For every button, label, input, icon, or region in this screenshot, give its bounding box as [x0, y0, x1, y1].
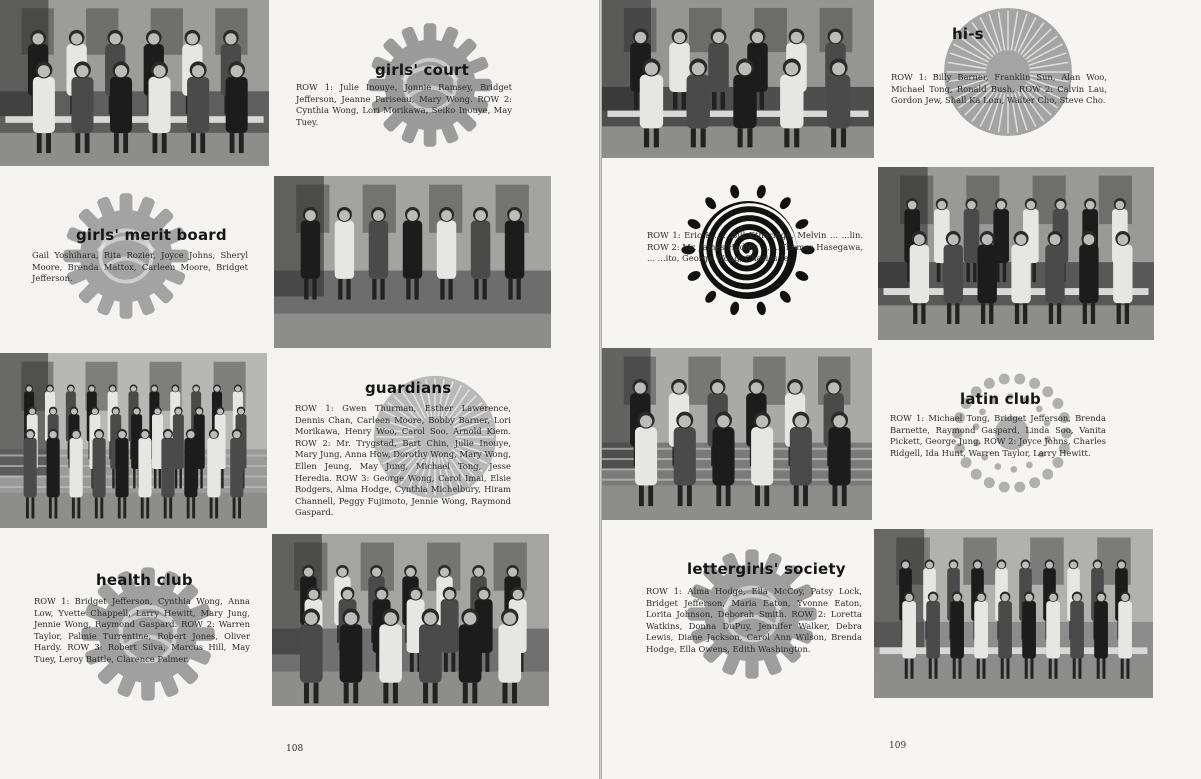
girls-court-photo: [0, 0, 269, 166]
section-caption: ROW 1: Michael Tong, Bridget Jefferson, Brenda Barnette, Raymond Gaspard, Linda Soo, Vanita Pickett, George Jung. ROW 2: Joyce Johns, Charles Ridgell, Ida Hunt, Warren Taylor, Larry Hewitt.: [890, 413, 1106, 458]
section-title: girls' merit board: [76, 226, 227, 244]
section-title: latin club: [960, 390, 1041, 408]
emblem-petal: [794, 217, 810, 231]
lettergirls-society-photo: [874, 529, 1153, 698]
section-caption: Gail Yoshihara, Rita Rozier, Joyce Johns, Sheryl Moore, Brenda Mattox, Carleen Moore, Bridget Jefferson.: [32, 250, 248, 284]
emblem-petal: [778, 195, 793, 211]
section-title: guardians: [365, 379, 452, 397]
health-club-photo-image: [272, 534, 549, 706]
page-number: 108: [286, 744, 304, 754]
emblem-petal: [703, 289, 718, 305]
hi-s-photo-image: [602, 0, 874, 158]
emblem-petal: [756, 184, 768, 199]
section-caption: ROW 1: Bridget Jefferson, Cynthia Wong, Anna Low, Yvette Chappell, Larry Hewitt, Mary Jung, Jennie Wong, Raymond Gaspard. ROW 2: Warren Taylor, Palmie Turrentine, Robert Jones, Oliver Hardy. ROW 3: Robert Silva, Marcus Hill, May Tuey, Leroy Battle, Clarence Palmer.: [34, 596, 250, 664]
latin-club-photo-image: [602, 348, 872, 520]
left-page: [0, 0, 599, 779]
emblem-petal: [703, 195, 718, 211]
girls-merit-board-photo-image: [274, 176, 551, 348]
emblem-petal: [794, 269, 810, 283]
girls-court-photo-image: [0, 0, 269, 166]
section-title: health club: [96, 571, 193, 589]
right-page: [602, 0, 1201, 779]
unnamed-club-photo: [878, 167, 1154, 340]
page-number: 109: [889, 741, 907, 751]
girls-merit-board-photo: [274, 176, 551, 348]
section-title: hi-s: [952, 25, 984, 43]
emblem-petal: [778, 289, 793, 305]
guardians-photo-image: [0, 353, 267, 528]
section-title: girls' court: [375, 61, 470, 79]
emblem-petal: [686, 269, 702, 283]
guardians-photo: [0, 353, 267, 528]
emblem-petal: [729, 301, 741, 316]
section-caption: ROW 1: Julie Inouye, Jonnie Ramsey, Bridget Jefferson, Jeanne Pariseau, Mary Wong. ROW 2: Cynthia Wong, Lori Morikawa, Seiko Inouye, May Tuey.: [296, 82, 512, 127]
health-club-photo: [272, 534, 549, 706]
latin-club-photo: [602, 348, 872, 520]
unnamed-club-photo-image: [878, 167, 1154, 340]
lettergirls-society-photo-image: [874, 529, 1153, 698]
section-caption: ROW 1: Gwen Thurman, Esther Lawerence, Dennis Chan, Carleen Moore, Bobby Barner, Lori Morikawa, Henry Woo, Carol Soo, Arnold Kiem. ROW 2: Mr. Trygstad, Bart Chin, Julie Inouye, Mary Jung, Anna How, Dorothy Wong, Mary Wong, Ellen Jeung, May Jung, Michael Tong, Jesse Heredia. ROW 3: George Wong, Carol Imai, Elsie Rodgers, Alma Hodge, Cynthia Michelbury, Hiram Channell, Peggy Fujimoto, Jennie Wong, Raymond Gaspard.: [295, 403, 511, 518]
section-caption: ROW 1: Alma Hodge, Ella McCoy, Patsy Lock, Bridget Jefferson, Maria Eaton, Yvonne Eaton, Lorita Johnson, Deborah Smith. ROW 2: Loretta Watkins, Donna DuPuy, Jennifer Walker, Debra Lewis, Diane Jackson, Carol Ann Wilson, Brenda Hodge, Ella Owens, Edith Washington.: [646, 586, 862, 654]
hi-s-photo: [602, 0, 874, 158]
emblem-petal: [729, 184, 741, 199]
section-caption: ROW 1: Eric K... ...Bill Etheridge, Melvin ... ...lin. ROW 2: Mr. James Hadley, ... ...Thomas Hasegawa, ... ...ito, George Wong, Charles Je...: [647, 230, 863, 264]
emblem-petal: [686, 217, 702, 231]
emblem-petal: [756, 301, 768, 316]
section-title: lettergirls' society: [687, 560, 846, 578]
section-caption: ROW 1: Billy Barner, Franklin Sun, Alan Woo, Michael Tong, Ronald Bush. ROW 2: Calvin Lau, Gordon Jew, Shall Ka Lom, Walter Cho, Steve Cho.: [891, 72, 1107, 106]
